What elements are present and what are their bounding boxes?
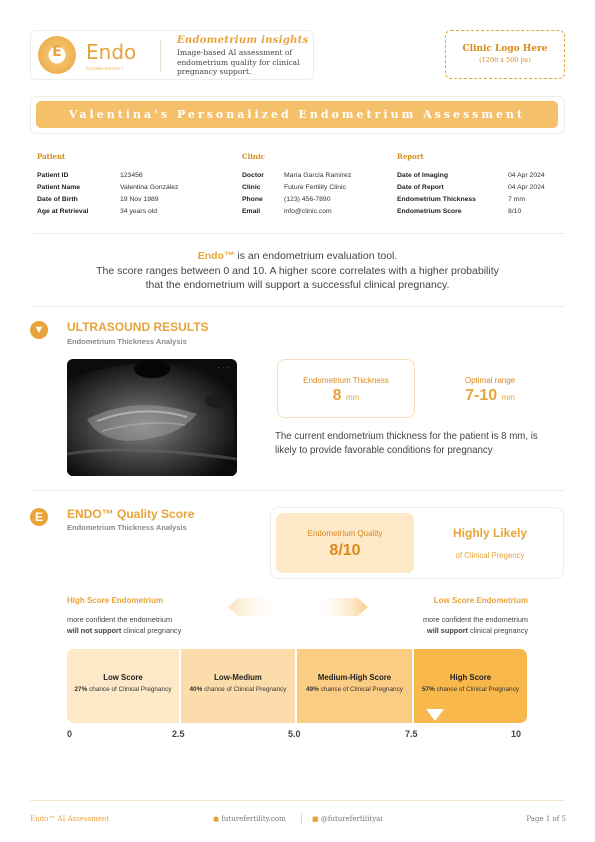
info-row: Date of Birth 19 Nov 1989 xyxy=(37,196,159,203)
report-title: Valentina’s Personalized Endometrium Assessment xyxy=(36,101,558,128)
divider xyxy=(30,306,565,307)
low-score-note: more confident the endometrium will support clinical pregnancy xyxy=(422,615,528,635)
info-row: Date of Imaging 04 Apr 2024 xyxy=(397,172,545,179)
thickness-card xyxy=(277,359,415,418)
quality-value: 8/10 xyxy=(329,542,361,559)
report-info xyxy=(397,172,557,220)
info-row: Endometrium Score 8/10 xyxy=(397,208,522,215)
scale-tick: 10 xyxy=(511,729,522,739)
info-row: Age at Retrieval 34 years old xyxy=(37,208,158,215)
footer-social[interactable]: ■ @futurefertilityai xyxy=(312,815,383,823)
clinic-logo-size: (1200 x 500 px) xyxy=(479,56,531,64)
intro-text xyxy=(30,249,565,293)
scale-tick: 5.0 xyxy=(288,729,301,739)
ultrasound-title: ULTRASOUND RESULTS xyxy=(67,320,209,334)
clinic-info xyxy=(242,172,392,220)
scale-band-high: High Score 57% chance of Clinical Pregnancy xyxy=(414,649,527,723)
clinic-heading: Clinic xyxy=(242,152,265,161)
logo-tagline: FUTURE FERTILITY xyxy=(86,66,124,71)
uterus-icon: ▼ xyxy=(30,321,48,339)
intro-line-2: The score ranges between 0 and 10. A higher score correlates with a higher probability xyxy=(96,264,499,277)
scale-tick: 2.5 xyxy=(172,729,185,739)
brand-title: Endometrium insights xyxy=(177,35,309,46)
svg-text:· · ·: · · · xyxy=(217,365,230,370)
info-row: Clinic Future Fertility Clinic xyxy=(242,184,346,191)
footer-divider xyxy=(30,800,565,801)
scale-tick: 0 xyxy=(67,729,73,739)
quality-title: ENDO™ Quality Score xyxy=(67,507,195,521)
ultrasound-scan-graphic xyxy=(67,359,237,476)
optimal-range-value: 7-10 xyxy=(465,387,498,404)
quality-subtitle: Endometrium Thickness Analysis xyxy=(67,523,187,532)
scale-tick: 7.5 xyxy=(405,729,418,739)
thickness-description: The current endometrium thickness for the patient is 8 mm, is likely to provide favorable conditions for pregnancy xyxy=(275,431,538,456)
likelihood-sub: of Clinical Pregency xyxy=(455,551,525,560)
info-row: Email info@clinic.com xyxy=(242,208,332,215)
thickness-label: Endometrium Thickness xyxy=(303,376,389,385)
ultrasound-subtitle: Endometrium Thickness Analysis xyxy=(67,337,187,346)
instagram-icon: ■ xyxy=(312,815,319,823)
ultrasound-image xyxy=(67,359,237,476)
thickness-unit: mm xyxy=(346,393,360,402)
likelihood: Highly Likely xyxy=(452,526,528,540)
optimal-range-label: Optimal range xyxy=(464,376,516,385)
optimal-range xyxy=(430,387,550,405)
high-score-title: High Score Endometrium xyxy=(67,596,164,605)
globe-icon: ● xyxy=(213,815,220,823)
low-score-title: Low Score Endometrium xyxy=(433,596,528,605)
endo-e-icon: E xyxy=(30,508,48,526)
thickness-value: 8 xyxy=(332,387,342,404)
intro-line-3: that the endometrium will support a successful clinical pregnancy. xyxy=(145,279,450,291)
divider xyxy=(30,233,565,234)
info-row: Patient Name Valentina González xyxy=(37,184,179,191)
brand-description: Image-based AI assessment of endometrium quality for clinical pregnancy support. xyxy=(177,48,300,76)
quality-card xyxy=(276,513,414,573)
patient-heading: Patient xyxy=(37,152,66,161)
brand-divider xyxy=(160,40,161,72)
scale-band-low: Low Score 27% chance of Clinical Pregnancy xyxy=(67,649,179,723)
high-score-note: more confident the endometrium will not support clinical pregnancy xyxy=(67,615,182,635)
direction-arrows-icon xyxy=(228,597,368,617)
scale-band-low-medium: Low-Medium 40% chance of Clinical Pregnancy xyxy=(181,649,295,723)
clinic-logo-title: Clinic Logo Here xyxy=(462,44,548,54)
info-row: Patient ID 123456 xyxy=(37,172,143,179)
scale-band-medium-high: Medium-High Score 49% chance of Clinical Pregnancy xyxy=(297,649,412,723)
logo-wordmark: Endo xyxy=(86,40,137,64)
clinic-logo-placeholder xyxy=(445,30,565,79)
footer-left: Endo™ AI Assessment xyxy=(30,815,110,823)
divider xyxy=(30,490,565,491)
footer-separator xyxy=(301,814,302,824)
score-marker-icon xyxy=(426,709,444,721)
patient-info xyxy=(37,172,237,220)
page-number: Page 1 of 5 xyxy=(526,815,566,823)
intro-line-1: Endo™ is an endometrium evaluation tool. xyxy=(197,250,398,262)
info-row: Endometrium Thickness 7 mm xyxy=(397,196,525,203)
info-row: Phone (123) 456-7890 xyxy=(242,196,331,203)
logo-letter: E xyxy=(52,44,62,60)
info-row: Doctor María García Ramírez xyxy=(242,172,352,179)
quality-label: Endometrium Quality xyxy=(307,529,383,538)
footer-website[interactable]: ● futurefertility.com xyxy=(213,815,286,823)
info-row: Date of Report 04 Apr 2024 xyxy=(397,184,545,191)
report-heading: Report xyxy=(397,152,424,161)
optimal-range-unit: mm xyxy=(501,393,515,402)
